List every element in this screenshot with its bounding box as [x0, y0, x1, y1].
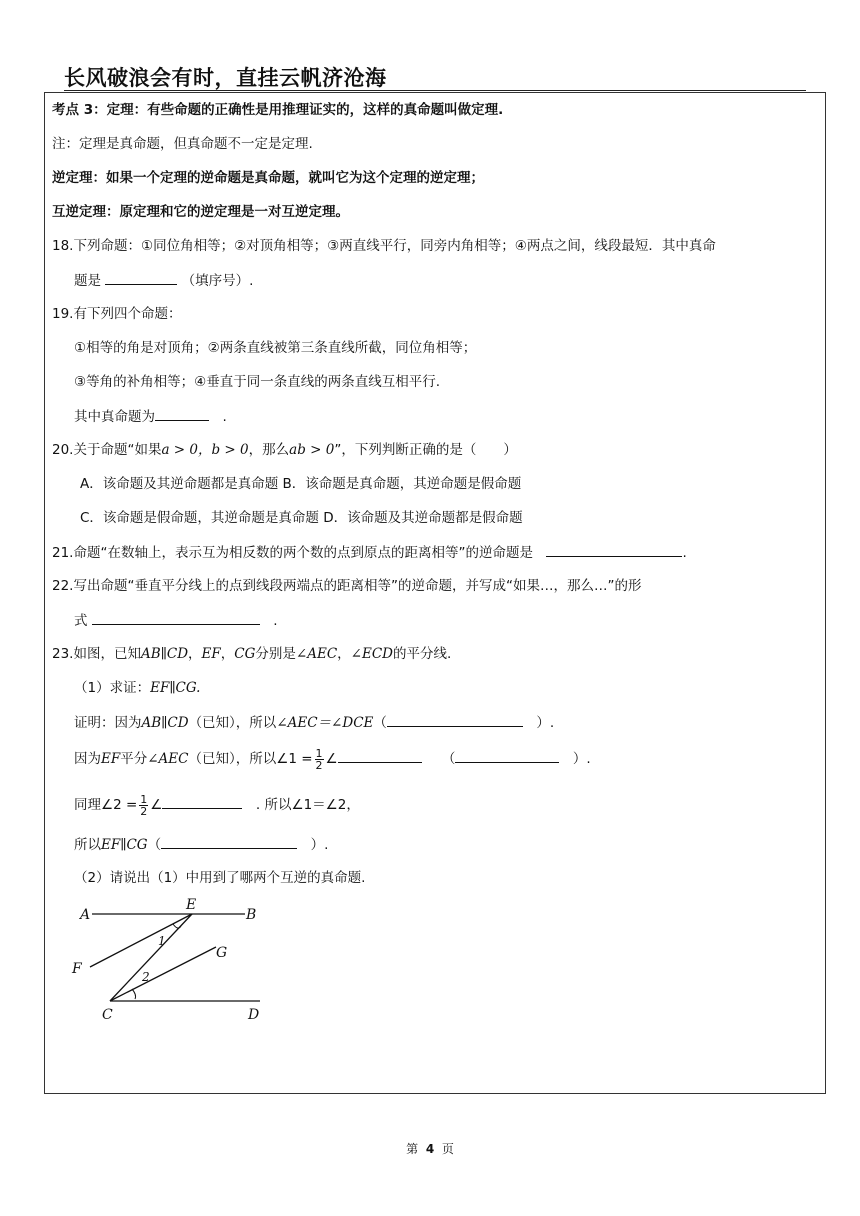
q19-line-3: ③等角的补角相等；④垂直于同一条直线的两条直线互相平行.: [74, 374, 440, 390]
q18-line-1: 18.下列命题：①同位角相等；②对顶角相等；③两直线平行，同旁内角相等；④两点之间，线段最短．其中真命: [52, 238, 716, 254]
label-g: G: [216, 945, 228, 961]
label-b: B: [246, 907, 257, 923]
q22-line-2: 式 .: [74, 610, 278, 631]
q23-proof-line-4: 所以EF∥CG（ ）.: [74, 834, 328, 855]
header-rule: [64, 90, 806, 91]
q23-proof-line-3: 同理∠2 = $\frac{1}{2}$ ∠ . 所以∠1＝∠2，: [74, 792, 360, 818]
q22-line-1: 22.写出命题“垂直平分线上的点到线段两端点的距离相等”的逆命题，并写成“如果…，那么…”的形: [52, 578, 642, 594]
label-c: C: [102, 1007, 113, 1023]
label-d: D: [248, 1007, 260, 1023]
kaodian-line-2: 注：定理是真命题，但真命题不一定是定理.: [52, 136, 313, 152]
label-e: E: [186, 897, 197, 913]
q19-line-4: 其中真命题为 .: [74, 406, 227, 427]
answer-blank: [546, 542, 682, 557]
line-ef: [90, 914, 192, 967]
label-f: F: [72, 961, 82, 977]
label-a: A: [80, 907, 91, 923]
q19-line-2: ①相等的角是对顶角；②两条直线被第三条直线所截，同位角相等；: [74, 340, 477, 356]
answer-blank: [162, 794, 242, 809]
q20-options-cd: C．该命题是假命题，其逆命题是真命题 D．该命题及其逆命题都是假命题: [80, 510, 523, 526]
fraction-half: $\frac{1}{2}$: [315, 746, 323, 772]
answer-blank: [155, 406, 209, 421]
q21-line: 21.命题“在数轴上，表示互为相反数的两个数的点到原点的距离相等”的逆命题是 .: [52, 542, 687, 563]
answer-blank: [387, 712, 523, 727]
answer-blank: [455, 748, 559, 763]
q23-part1: （1）求证：EF∥CG.: [74, 680, 201, 696]
q20-options-ab: A．该命题及其逆命题都是真命题 B．该命题是真命题，其逆命题是假命题: [80, 476, 522, 492]
q23-proof-line-1: 证明：因为AB∥CD（已知），所以∠AEC＝∠DCE（ ）.: [74, 712, 554, 733]
kaodian-line-1: 考点 3：定理：有些命题的正确性是用推理证实的，这样的真命题叫做定理.: [52, 102, 504, 118]
q18-line-2: 题是 （填序号）.: [74, 270, 253, 291]
q23-proof-line-2: 因为EF平分∠AEC（已知），所以∠1 = $\frac{1}{2}$ ∠ （ ）.: [74, 746, 591, 772]
fraction-half: $\frac{1}{2}$: [140, 792, 148, 818]
answer-blank: [105, 270, 177, 285]
q23-part2: （2）请说出（1）中用到了哪两个互逆的真命题.: [74, 870, 366, 886]
answer-blank: [92, 610, 260, 625]
line-cg: [110, 947, 216, 1001]
answer-blank: [338, 748, 422, 763]
kaodian-line-4: 互逆定理：原定理和它的逆定理是一对互逆定理。: [52, 204, 349, 220]
page-footer: 第 4 页: [406, 1142, 454, 1156]
q23-stem: 23.如图，已知AB∥CD，EF，CG分别是∠AEC，∠ECD的平分线.: [52, 646, 452, 662]
answer-blank: [161, 834, 297, 849]
q19-line-1: 19.有下列四个命题：: [52, 306, 182, 322]
label-angle-1: 1: [158, 934, 166, 948]
angle-arc-2: [132, 989, 136, 999]
label-angle-2: 2: [142, 970, 150, 984]
q20-stem: 20.关于命题“如果a > 0，b > 0，那么ab > 0”，下列判断正确的是（ ）: [52, 442, 517, 458]
geometry-figure: [70, 895, 280, 1025]
kaodian-line-3: 逆定理：如果一个定理的逆命题是真命题，就叫它为这个定理的逆定理；: [52, 170, 484, 186]
header-title: 长风破浪会有时，直挂云帆济沧海: [64, 66, 387, 90]
